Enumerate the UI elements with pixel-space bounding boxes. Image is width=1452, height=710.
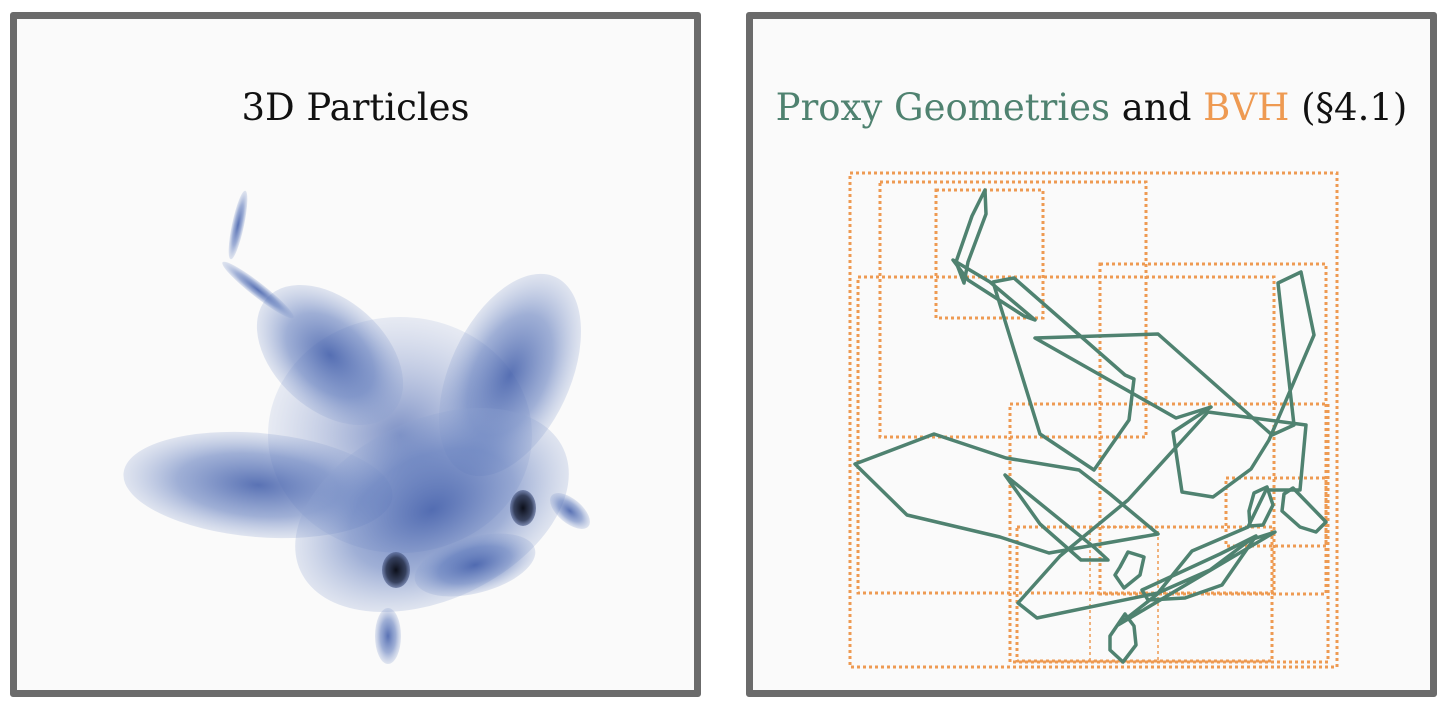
proxy-polygon — [1118, 532, 1275, 625]
particle — [382, 552, 410, 588]
proxy-polygon — [1035, 272, 1314, 497]
proxy-bvh-panel — [746, 12, 1437, 697]
particles-panel — [10, 12, 701, 697]
proxy-polygon — [1115, 552, 1144, 588]
title-and: and — [1110, 86, 1204, 129]
proxy-polygon — [1282, 488, 1326, 532]
bvh-box — [1010, 404, 1328, 662]
bvh-box — [936, 190, 1043, 318]
panel-title: 3D Particles — [241, 86, 470, 129]
title-section-ref: (§4.1) — [1289, 86, 1408, 129]
particle — [375, 608, 401, 664]
particle — [225, 190, 251, 261]
title-bvh: BVH — [1203, 86, 1290, 129]
proxy-polygon — [855, 434, 1158, 553]
bvh-box — [1100, 264, 1326, 594]
particles-illustration — [17, 19, 694, 690]
bvh-box — [1226, 478, 1326, 546]
proxy-bvh-illustration — [753, 19, 1430, 690]
proxy-polygon — [1005, 475, 1108, 560]
proxy-polygon — [1018, 412, 1306, 618]
proxy-polygon — [993, 278, 1134, 470]
particle — [510, 490, 536, 526]
title-proxy-geometries: Proxy Geometries — [775, 86, 1111, 129]
proxy-geometries — [855, 190, 1326, 662]
